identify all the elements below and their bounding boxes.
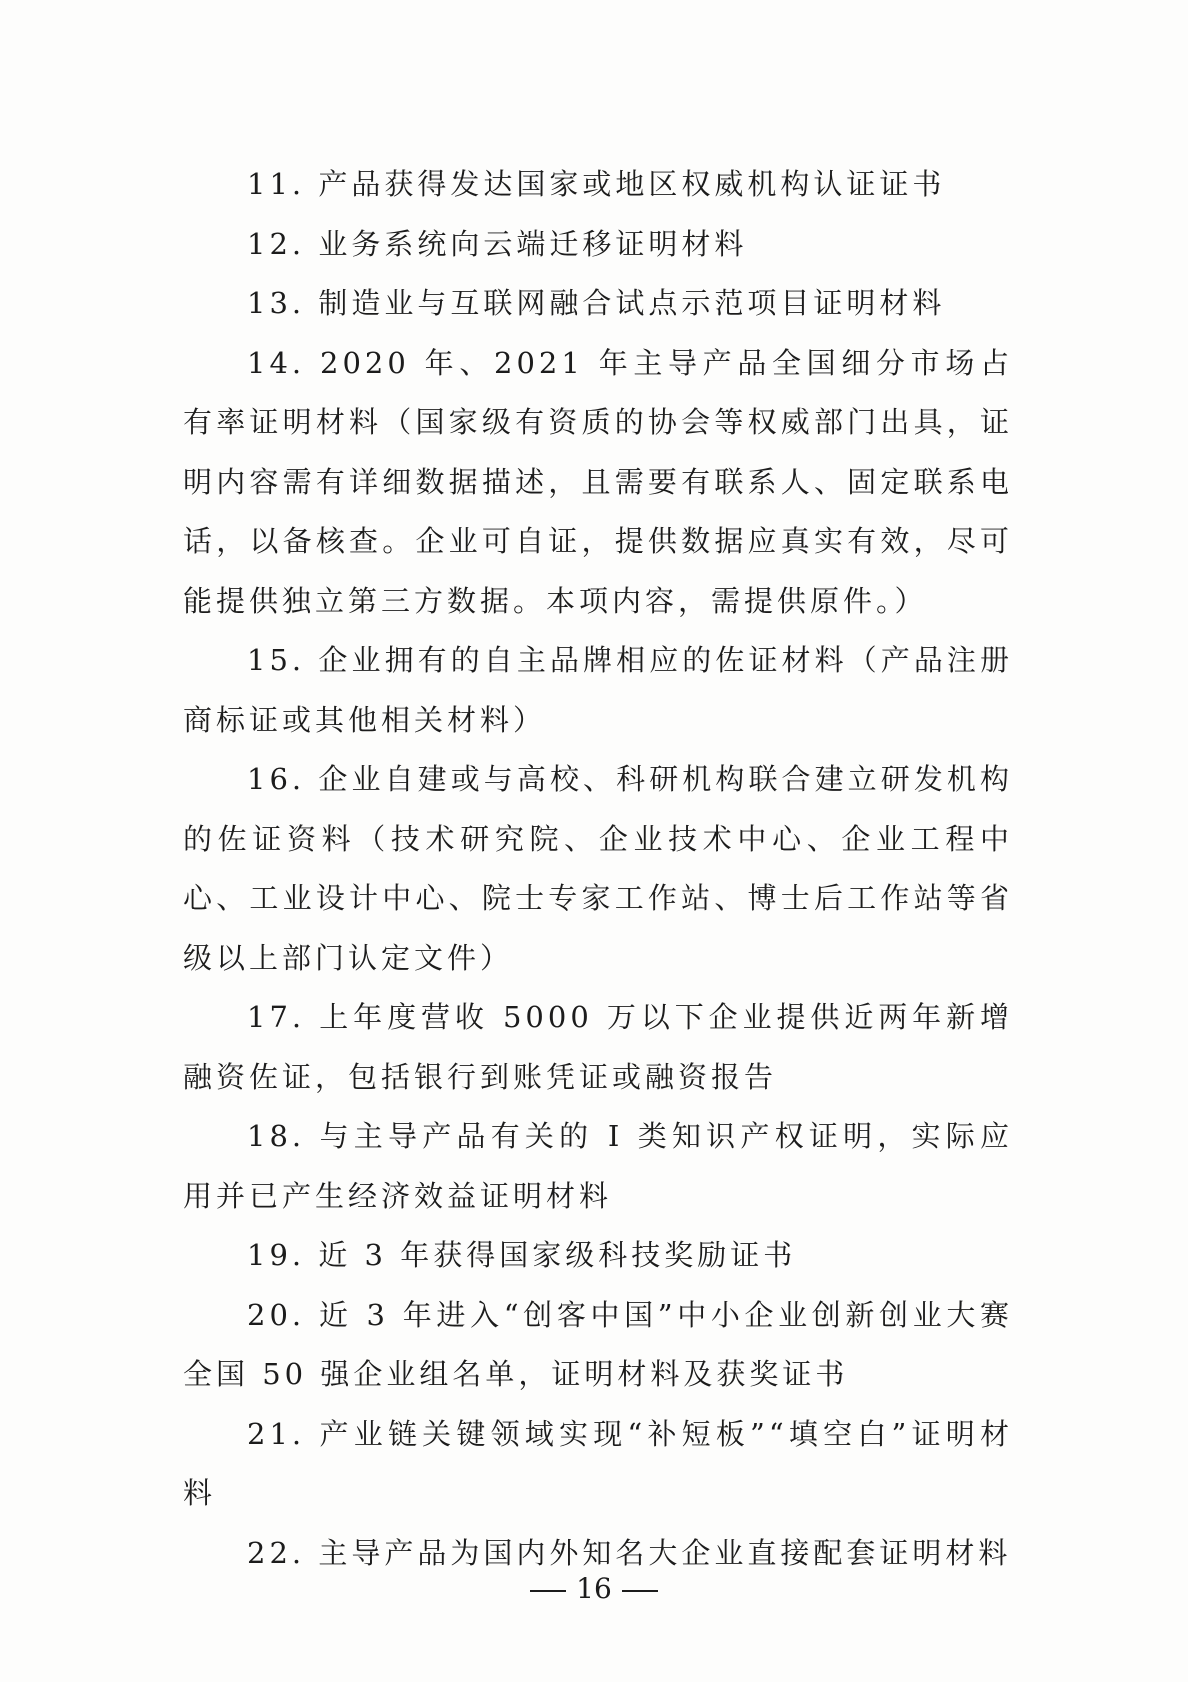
list-item: 16. 企业自建或与高校、科研机构联合建立研发机构的佐证资料（技术研究院、企业技术中心、企业工程中心、工业设计中心、院士专家工作站、博士后工作站等省级以上部门认定文件） — [183, 762, 1013, 975]
page-number: 16 — [576, 1572, 612, 1605]
list-item: 21. 产业链关键领域实现“补短板”“填空白”证明材料 — [183, 1416, 1013, 1510]
list-item: 18. 与主导产品有关的 I 类知识产权证明，实际应用并已产生经济效益证明材料 — [183, 1119, 1013, 1213]
list-item: 15. 企业拥有的自主品牌相应的佐证材料（产品注册商标证或其他相关材料） — [183, 643, 1013, 737]
list-item: 22. 主导产品为国内外知名大企业直接配套证明材料 — [247, 1535, 1012, 1570]
list-item: 12. 业务系统向云端迁移证明材料 — [247, 226, 748, 261]
list-item: 14. 2020 年、2021 年主导产品全国细分市场占有率证明材料（国家级有资质的协会等权威部门出具，证明内容需有详细数据描述，且需要有联系人、固定联系电话，以备核查。企业可自证，提供数据应真实有效，尽可能提供独立第三方数据。本项内容，需提供原件。） — [183, 345, 1013, 618]
list-item: 13. 制造业与互联网融合试点示范项目证明材料 — [247, 286, 946, 320]
left-dash — [530, 1590, 566, 1592]
materials-list — [183, 155, 1013, 1583]
list-item: 20. 近 3 年进入“创客中国”中小企业创新创业大赛全国 50 强企业组名单，证明材料及获奖证书 — [183, 1297, 1013, 1391]
list-item: 17. 上年度营收 5000 万以下企业提供近两年新增融资佐证，包括银行到账凭证或融资报告 — [183, 1000, 1013, 1094]
list-item: 11. 产品获得发达国家或地区权威机构认证证书 — [247, 167, 946, 201]
list-item: 19. 近 3 年获得国家级科技奖励证书 — [247, 1238, 797, 1272]
right-dash — [622, 1590, 658, 1592]
page-footer — [0, 1572, 1188, 1605]
